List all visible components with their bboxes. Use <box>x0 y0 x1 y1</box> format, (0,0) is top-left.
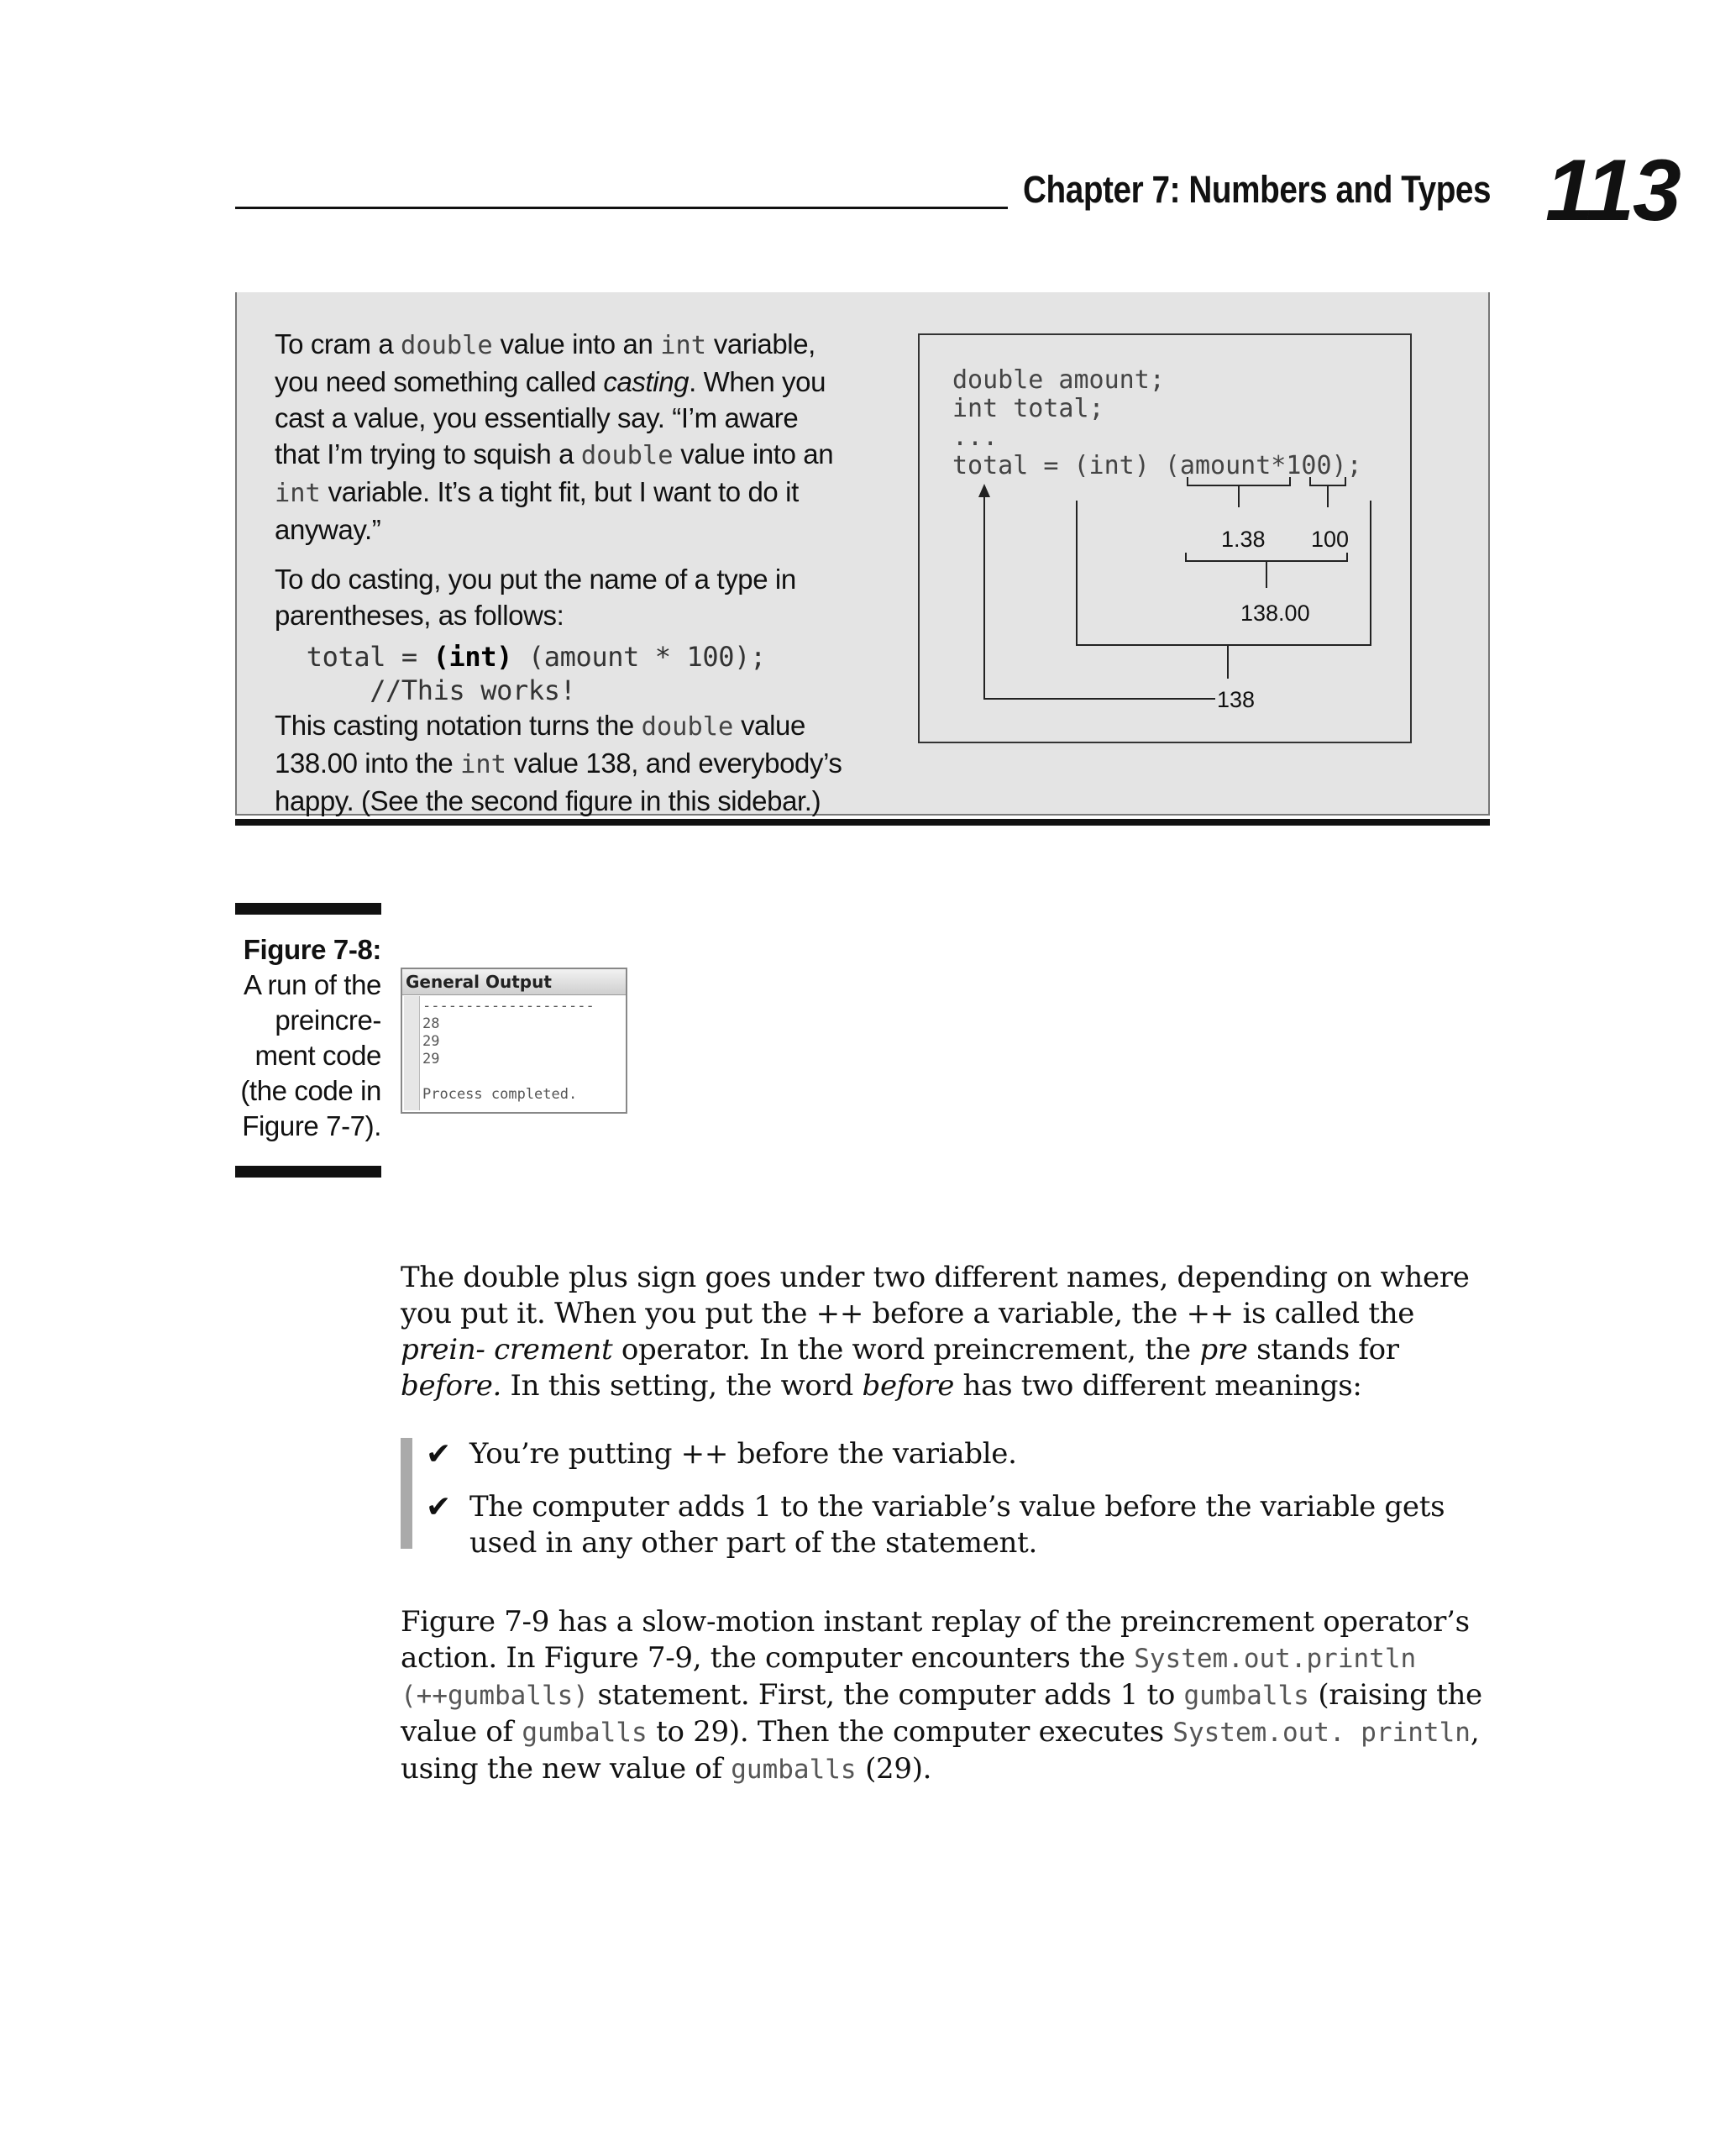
body-paragraph-2: Figure 7-9 has a slow-motion instant replay of the preincrement operator’s action. In Figure 7-9, the computer encounters the System.out.println (++gumballs) statement. First, the computer adds 1 to gumballs (raising the value of gumballs to 29). Then the computer executes System.out. println, using the new value of gumballs (29). <box>401 1605 1482 1786</box>
body-paragraph-1: The double plus sign goes under two different names, depending on where you put it. When you put the ++ before a variable, the ++ is called the prein- crement operator. In the word preincrement, the pre stands for before. In this setting, the word before has two different meanings: <box>401 1261 1470 1403</box>
bullet-list <box>401 1436 1492 1578</box>
figure-label: Figure 7-8: <box>243 934 381 965</box>
emphasis: before <box>862 1369 955 1403</box>
result-arrow-line <box>984 496 1215 699</box>
output-body <box>422 998 622 1104</box>
sidebar-bottom-rule <box>235 819 1490 826</box>
bracket-product <box>1186 553 1347 561</box>
inline-code: int <box>660 331 707 360</box>
checkmark-icon: ✔ <box>426 1490 451 1524</box>
emphasis: prein- crement <box>401 1333 613 1367</box>
chapter-title: Chapter 7: Numbers and Types <box>1023 168 1492 211</box>
casting-diagram <box>917 333 1413 744</box>
checkmark-icon: ✔ <box>426 1437 451 1471</box>
diagram-code-line: double amount; <box>952 365 1165 395</box>
emphasis: pre <box>1199 1333 1248 1367</box>
figure-top-bar <box>235 903 381 915</box>
label-factor-b: 100 <box>1311 527 1350 552</box>
bracket-cast <box>1077 501 1371 645</box>
output-status: Process completed. <box>422 1086 578 1103</box>
figure-caption <box>210 932 381 1144</box>
inline-code: System.out. println <box>1172 1718 1471 1748</box>
sidebar-box <box>235 292 1490 816</box>
figure-caption-text: A run of the preincre- ment code (the code in Figure 7-7). <box>240 969 381 1141</box>
output-line: 29 <box>422 1033 440 1050</box>
label-factor-a: 1.38 <box>1221 527 1266 552</box>
list-item: ✔ The computer adds 1 to the variable’s value before the variable gets used in any other part of the statement. <box>426 1490 1445 1560</box>
label-result: 138 <box>1217 687 1256 712</box>
list-item: ✔ You’re putting ++ before the variable. <box>426 1437 1017 1471</box>
emphasis: casting <box>603 366 690 397</box>
output-window-title: General Output <box>402 969 626 995</box>
inline-code: int <box>460 750 506 779</box>
label-product: 138.00 <box>1240 601 1310 626</box>
inline-code: double <box>580 441 674 470</box>
diagram-code-line: total = (int) (amount*100); <box>952 451 1362 480</box>
output-line: 28 <box>422 1015 440 1032</box>
sidebar-paragraph-1: To cram a double value into an int variable, you need something called casting. When you cast a value, you essentially say. “I’m aware that I’m trying to squish a double value into an int variable. It’s a tight fit, but I want to do it anyway.” <box>275 328 834 545</box>
inline-code: gumballs <box>522 1718 648 1748</box>
inline-code: System.out.println (++gumballs) <box>401 1644 1417 1711</box>
sidebar-text <box>275 326 846 832</box>
sidebar-paragraph-3: This casting notation turns the double value 138.00 into the int value 138, and everybody’s happy. (See the second figure in this sidebar.) <box>275 710 842 816</box>
diagram-code-line: int total; <box>952 394 1104 423</box>
figure-bottom-bar <box>235 1166 381 1178</box>
output-gutter <box>404 996 420 1110</box>
output-separator: -------------------- <box>422 998 595 1015</box>
general-output-window <box>401 968 627 1114</box>
inline-code: gumballs <box>731 1755 857 1785</box>
inline-code: double <box>641 712 734 742</box>
sidebar-paragraph-2: To do casting, you put the name of a type in parentheses, as follows: <box>275 564 796 631</box>
arrow-head-icon <box>978 484 990 497</box>
diagram-code-line: ... <box>952 422 999 452</box>
page-number: 113 <box>1545 142 1680 239</box>
sidebar-code-block: total = (int) (amount * 100); //This works! <box>275 641 766 706</box>
emphasis: before. <box>401 1369 502 1403</box>
casting-diagram-svg <box>917 333 1413 744</box>
inline-code: double <box>401 331 493 360</box>
inline-code: gumballs <box>1183 1681 1309 1711</box>
output-line: 29 <box>422 1051 440 1068</box>
header-rule <box>235 207 1008 209</box>
inline-code: int <box>275 479 321 508</box>
